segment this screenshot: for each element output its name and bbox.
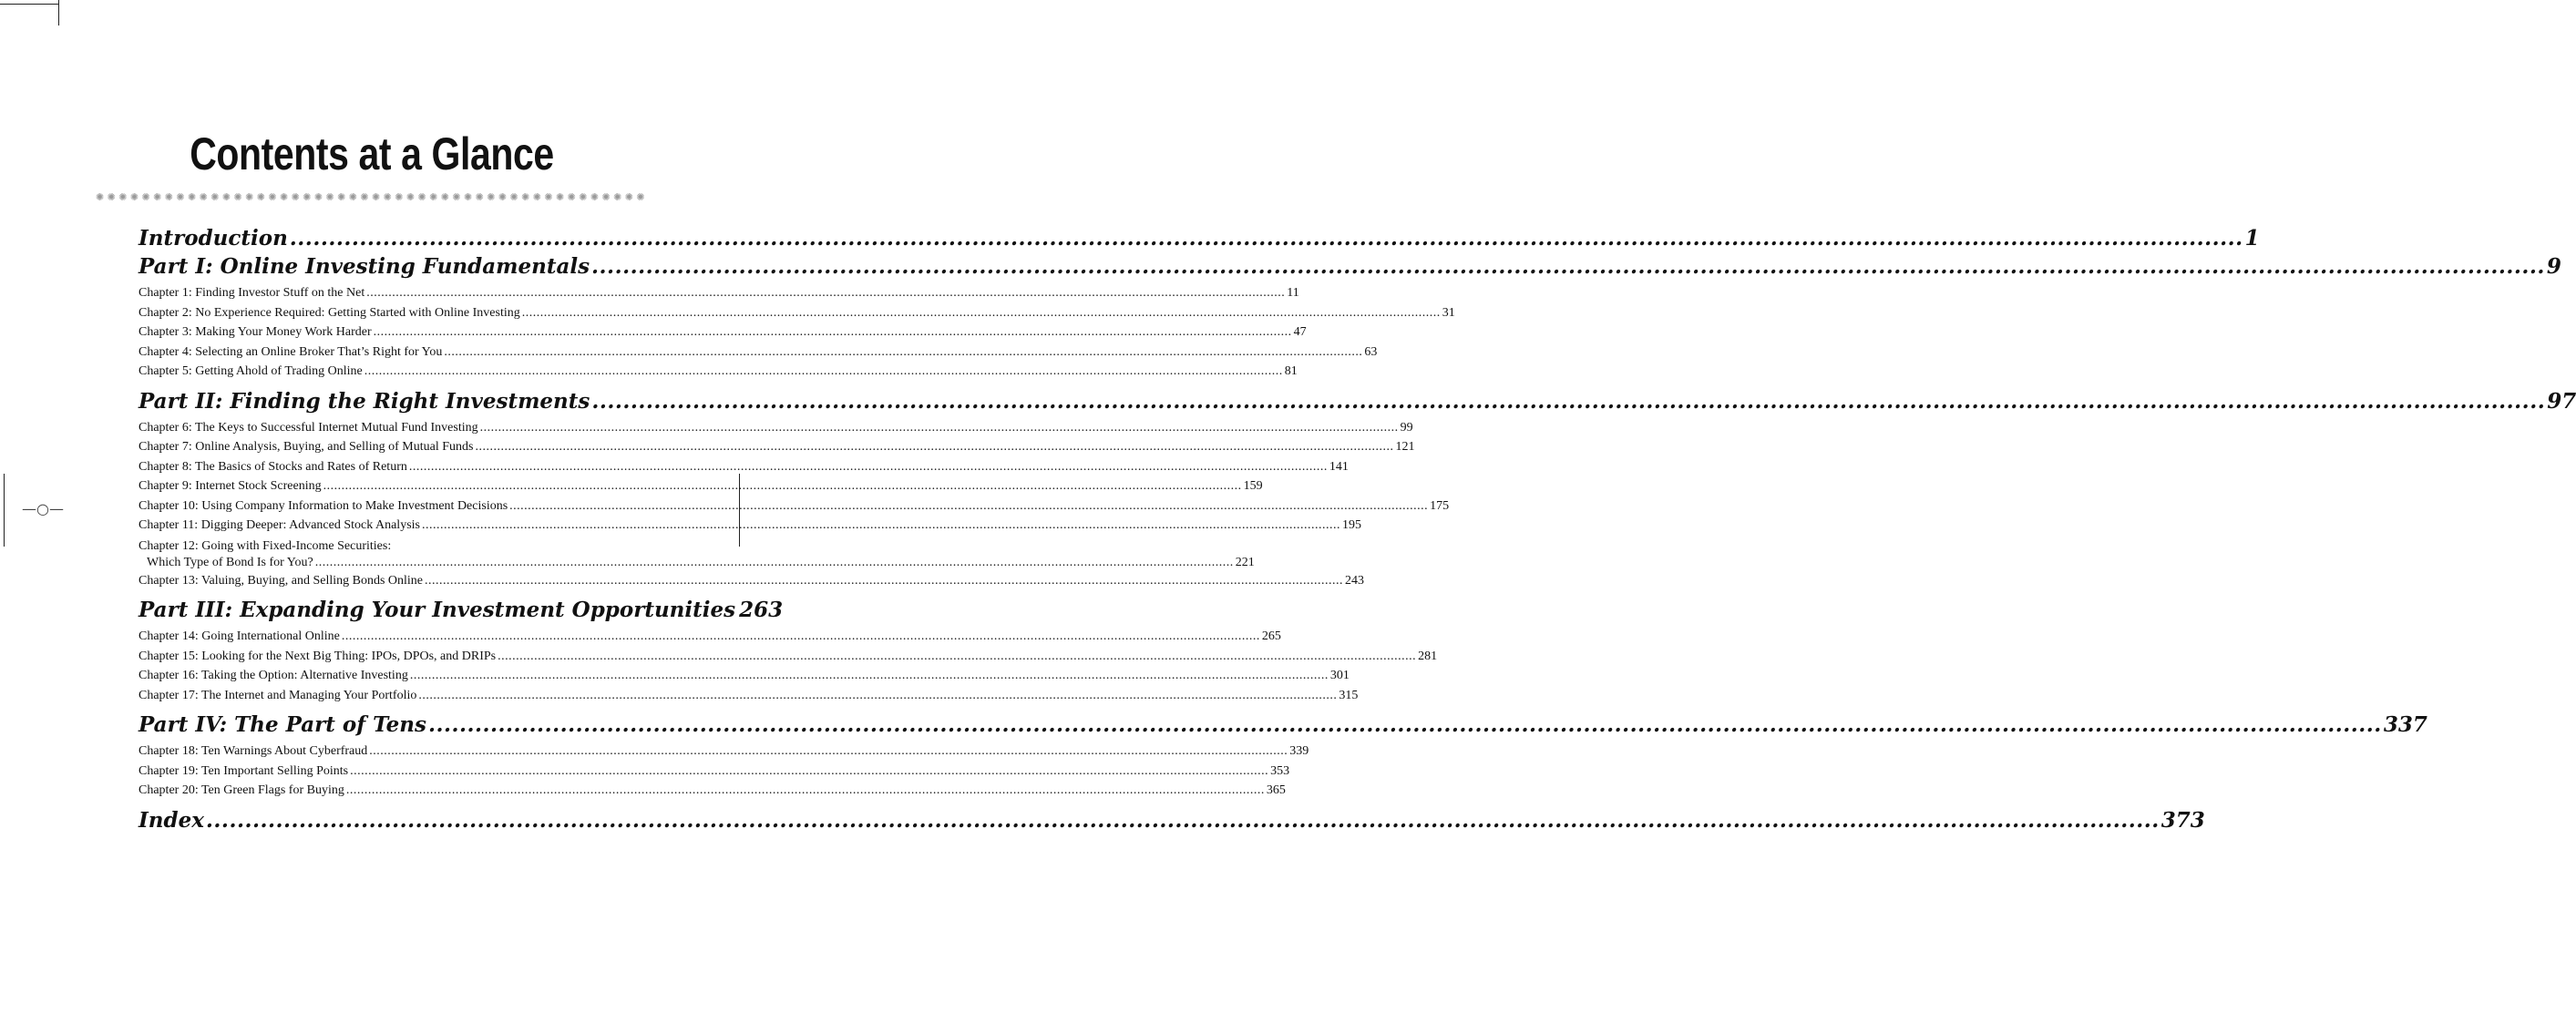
- dot-ornament-icon: ✺: [176, 191, 185, 203]
- entry-title: Chapter 3: Making Your Money Work Harder: [139, 325, 372, 339]
- dot-leader: [290, 224, 2243, 252]
- toc-part-entry[interactable]: [139, 596, 784, 624]
- dot-ornament-icon: ✺: [245, 191, 254, 203]
- toc-chapter-entry[interactable]: [139, 476, 1263, 496]
- dot-ornament-icon: ✺: [440, 191, 449, 203]
- crop-mark-top: [0, 4, 58, 5]
- dot-ornament-icon: ✺: [96, 191, 105, 203]
- dot-ornament-icon: ✺: [337, 191, 346, 203]
- page-number: 365: [1266, 783, 1286, 797]
- entry-title: Part II: Finding the Right Investments: [139, 388, 590, 414]
- dot-ornament-icon: ✺: [417, 191, 426, 203]
- toc-chapter-entry[interactable]: [139, 666, 1350, 686]
- dot-ornament-icon: ✺: [129, 191, 139, 203]
- dot-ornament-icon: ✺: [601, 191, 611, 203]
- page-number: 339: [1289, 744, 1309, 758]
- table-of-contents: [139, 224, 2576, 834]
- registration-mark-icon: —○—: [22, 500, 64, 517]
- page-title: Contents at a Glance: [190, 128, 554, 179]
- entry-title: Chapter 20: Ten Green Flags for Buying: [139, 783, 344, 797]
- toc-part-entry[interactable]: [139, 806, 2205, 834]
- toc-part-entry[interactable]: [139, 252, 2561, 281]
- dot-ornament-icon: ✺: [487, 191, 496, 203]
- entry-title: Part III: Expanding Your Investment Opportunities: [139, 598, 736, 622]
- dot-ornament-icon: ✺: [313, 191, 323, 203]
- entry-title: Chapter 11: Digging Deeper: Advanced Stock Analysis: [139, 518, 420, 532]
- page-number: 47: [1293, 325, 1307, 339]
- toc-chapter-entry[interactable]: [139, 496, 1450, 517]
- dot-leader: [509, 496, 1428, 517]
- page-number: 243: [1345, 573, 1365, 588]
- page-number: 31: [1442, 305, 1455, 320]
- dot-leader: [418, 686, 1337, 706]
- dot-ornament-icon: ✺: [141, 191, 150, 203]
- dot-ornament-icon: ✺: [188, 191, 197, 203]
- entry-title: Chapter 10: Using Company Information to Make Investment Decisions: [139, 498, 508, 513]
- dot-ornament-icon: ✺: [360, 191, 369, 203]
- page-number: 81: [1284, 364, 1298, 378]
- dot-ornament-icon: ✺: [636, 191, 645, 203]
- entry-title: Part IV: The Part of Tens: [139, 712, 426, 737]
- dot-ornament-icon: ✺: [405, 191, 416, 203]
- dot-leader: [315, 554, 1234, 571]
- toc-chapter-entry[interactable]: [139, 536, 1255, 571]
- toc-part-entry[interactable]: [139, 224, 2260, 252]
- dot-leader: [480, 418, 1399, 438]
- dot-leader: [346, 781, 1265, 801]
- page-number: 63: [1364, 344, 1378, 359]
- dot-ornament-icon: ✺: [268, 191, 277, 203]
- page-number: 97: [2547, 388, 2576, 414]
- dot-leader: [342, 627, 1260, 647]
- dot-leader: [369, 742, 1288, 762]
- dot-leader: [444, 343, 1362, 363]
- dot-ornament-icon: ✺: [532, 191, 541, 203]
- dot-ornament-icon: ✺: [291, 191, 300, 203]
- dot-ornament-icon: ✺: [118, 191, 128, 203]
- toc-chapter-entry[interactable]: [139, 303, 1455, 323]
- page-number: 175: [1430, 498, 1450, 513]
- page-number: 315: [1339, 688, 1359, 702]
- dot-ornament-icon: ✺: [199, 191, 208, 203]
- dot-leader: [206, 806, 2160, 834]
- dot-leader: [350, 762, 1268, 782]
- dot-leader: [409, 457, 1328, 477]
- entry-title: Chapter 8: The Basics of Stocks and Rates of Return: [139, 459, 407, 474]
- dot-ornament-icon: ✺: [383, 191, 392, 203]
- page-number: 281: [1418, 649, 1438, 663]
- dot-ornament-icon: ✺: [348, 191, 357, 203]
- dot-ornament-icon: ✺: [153, 191, 162, 203]
- dot-ornament-icon: ✺: [567, 191, 576, 203]
- toc-chapter-entry[interactable]: [139, 362, 1298, 382]
- dot-leader: [591, 387, 2545, 415]
- page-number: 99: [1400, 420, 1413, 435]
- page-number: 353: [1270, 763, 1290, 778]
- entry-title: Introduction: [139, 226, 288, 251]
- entry-title: Chapter 9: Internet Stock Screening: [139, 479, 322, 493]
- toc-chapter-entry[interactable]: [139, 516, 1361, 536]
- entry-title: Chapter 15: Looking for the Next Big Thing: IPOs, DPOs, and DRIPs: [139, 649, 497, 663]
- dot-ornament-icon: ✺: [429, 191, 438, 203]
- dot-ornament-icon: ✺: [107, 191, 116, 203]
- page-number: 11: [1287, 286, 1299, 300]
- toc-chapter-entry[interactable]: [139, 781, 1286, 801]
- dot-leader: [476, 437, 1394, 457]
- page-number: 9: [2546, 254, 2561, 279]
- dot-ornament-icon: ✺: [521, 191, 530, 203]
- page-number: 265: [1261, 629, 1281, 643]
- dot-leader: [364, 362, 1283, 382]
- page-number: 141: [1329, 459, 1349, 474]
- dot-ornament-icon: ✺: [210, 191, 220, 203]
- dot-ornament-icon: ✺: [579, 191, 588, 203]
- entry-title: Chapter 4: Selecting an Online Broker That’s Right for You: [139, 344, 443, 359]
- dot-ornament-icon: ✺: [256, 191, 265, 203]
- dot-ornament-icon: ✺: [372, 191, 381, 203]
- toc-chapter-entry[interactable]: [139, 571, 1365, 591]
- crop-mark-vertical: [58, 0, 59, 26]
- dot-ornament-icon: ✺: [325, 191, 334, 203]
- dot-ornament-icon: ✺: [498, 191, 508, 203]
- toc-chapter-entry[interactable]: [139, 437, 1415, 457]
- entry-title: Chapter 1: Finding Investor Stuff on the Net: [139, 286, 365, 300]
- dot-leader: [498, 647, 1416, 667]
- dot-leader: [522, 303, 1441, 323]
- dot-ornament-icon: ✺: [509, 191, 518, 203]
- toc-chapter-entry[interactable]: [139, 343, 1378, 363]
- dot-ornament-icon: ✺: [280, 191, 289, 203]
- page-number: 337: [2383, 712, 2427, 737]
- dot-ornament-icon: ✺: [624, 191, 633, 203]
- dot-leader: [428, 711, 2382, 739]
- toc-chapter-entry[interactable]: [139, 686, 1359, 706]
- dot-ornament-icon: ✺: [556, 191, 565, 203]
- page-number: 1: [2244, 226, 2260, 251]
- toc-part-entry[interactable]: [139, 711, 2427, 739]
- entry-title: Chapter 17: The Internet and Managing Your Portfolio: [139, 688, 417, 702]
- toc-chapter-entry[interactable]: [139, 627, 1281, 647]
- page-number: 301: [1329, 669, 1350, 682]
- dot-leader: [366, 283, 1285, 303]
- entry-title: Chapter 5: Getting Ahold of Trading Online: [139, 364, 363, 378]
- entry-title: Index: [139, 807, 204, 833]
- toc-chapter-entry[interactable]: [139, 457, 1349, 477]
- toc-chapter-entry[interactable]: [139, 283, 1299, 303]
- page-number: 221: [1235, 555, 1255, 569]
- dot-ornament-icon: ✺: [464, 191, 473, 203]
- dot-ornament-icon: ✺: [395, 191, 404, 203]
- dot-leader: [425, 571, 1343, 591]
- entry-title: Chapter 7: Online Analysis, Buying, and Selling of Mutual Funds: [139, 440, 474, 454]
- entry-title: Chapter 14: Going International Online: [139, 629, 340, 643]
- toc-chapter-entry[interactable]: [139, 322, 1307, 343]
- toc-chapter-entry[interactable]: [139, 742, 1309, 762]
- dot-leader: [591, 252, 2545, 281]
- entry-title: Chapter 13: Valuing, Buying, and Selling Bonds Online: [139, 573, 424, 588]
- dot-ornament-icon: ✺: [544, 191, 553, 203]
- registration-line-left: [4, 474, 5, 547]
- entry-title: Chapter 12: Going with Fixed-Income Securities:: [139, 538, 392, 553]
- dot-ornament-icon: ✺: [475, 191, 484, 203]
- toc-chapter-entry[interactable]: [139, 762, 1290, 782]
- page-number: 373: [2160, 807, 2205, 833]
- page-number: 263: [739, 598, 784, 622]
- dot-ornament-icon: ✺: [164, 191, 173, 203]
- toc-part-entry[interactable]: [139, 387, 2576, 415]
- entry-title: Which Type of Bond Is for You?: [147, 555, 313, 569]
- page-number: 159: [1243, 479, 1263, 493]
- page-number: 195: [1341, 518, 1361, 532]
- dot-ornament-icon: ✺: [590, 191, 600, 203]
- dot-leader: [374, 322, 1292, 343]
- dot-ornament-icon: ✺: [233, 191, 242, 203]
- entry-title: Chapter 6: The Keys to Successful Internet Mutual Fund Investing: [139, 420, 478, 435]
- dot-leader: [410, 666, 1329, 686]
- dot-ornament-icon: ✺: [452, 191, 461, 203]
- dot-ornament-icon: ✺: [303, 191, 312, 203]
- dot-ornament-icon: ✺: [221, 191, 231, 203]
- entry-title: Chapter 2: No Experience Required: Getting Started with Online Investing: [139, 305, 520, 320]
- entry-title: Chapter 18: Ten Warnings About Cyberfraud: [139, 744, 368, 758]
- toc-chapter-entry[interactable]: [139, 647, 1438, 667]
- dot-leader: [422, 516, 1340, 536]
- entry-title: Chapter 16: Taking the Option: Alternative Investing: [139, 669, 408, 682]
- decorative-dot-rule: [96, 191, 645, 204]
- dot-ornament-icon: ✺: [613, 191, 622, 203]
- toc-chapter-entry[interactable]: [139, 418, 1413, 438]
- entry-title: Part I: Online Investing Fundamentals: [139, 254, 590, 279]
- dot-leader: [323, 476, 1242, 496]
- page-number: 121: [1395, 440, 1415, 454]
- entry-title: Chapter 19: Ten Important Selling Points: [139, 763, 349, 778]
